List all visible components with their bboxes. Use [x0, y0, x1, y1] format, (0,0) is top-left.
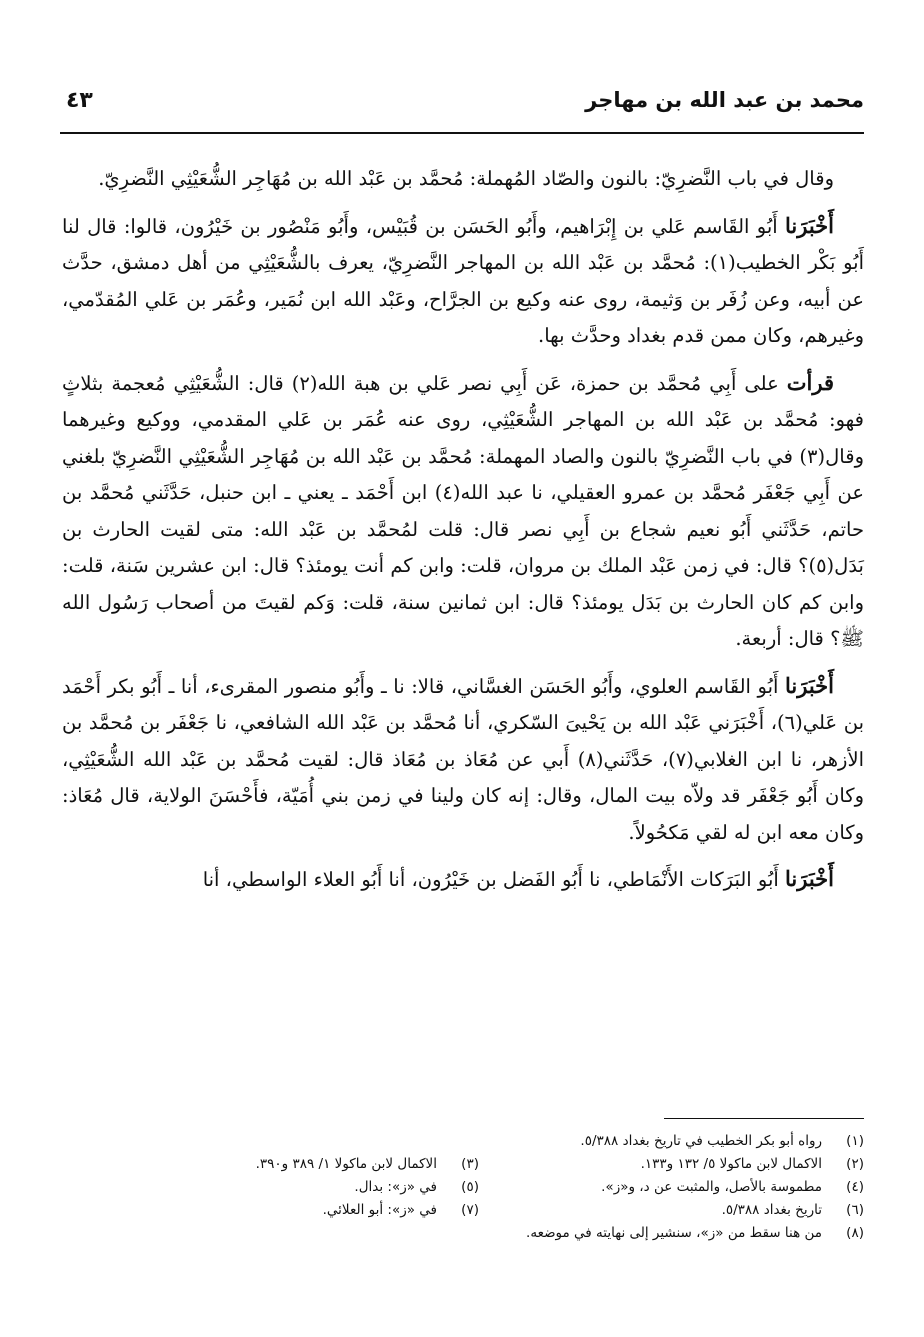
footnote [479, 1176, 864, 1199]
paragraph-text: وقال في باب النَّضرِيّ: بالنون والصّاد المُهملة: مُحمَّد بن عَبْد الله بن مُهَاجِر الشُّعَيْثِي النَّضرِيّ. [98, 167, 834, 190]
footnote-number: (٥) [461, 1179, 479, 1195]
paragraph [62, 208, 864, 355]
page-number: ٤٣ [66, 88, 93, 113]
running-head: محمد بن عبد الله بن مهاجر [585, 88, 864, 112]
footnote-number: (٧) [461, 1202, 479, 1218]
header-rule [60, 132, 864, 134]
paragraph [62, 861, 864, 899]
footnote-text: الاكمال لابن ماكولا ١/ ٣٨٩ و٣٩٠. [255, 1156, 437, 1172]
paragraph [62, 160, 864, 198]
paragraph-lead: أَخْبَرَنا [785, 672, 834, 698]
footnote-text: في «ز»: بدال. [354, 1179, 437, 1195]
page-header [60, 88, 864, 124]
footnote [479, 1199, 864, 1222]
footnote-text: من هنا سقط من «ز»، سنشير إلى نهايته في موضعه. [526, 1225, 822, 1241]
paragraph-lead: أَخْبَرَنا [785, 866, 834, 891]
footnote-row [60, 1130, 864, 1153]
main-text [62, 160, 864, 909]
footnote-row [60, 1199, 864, 1222]
footnote [94, 1176, 479, 1199]
paragraph-text: أَبُو البَرَكات الأَنْمَاطي، نا أَبُو الفَضل بن خَيْرُون، أنا أَبُو العلاء الواسطي، أنا [202, 868, 786, 891]
footnote-text: تاريخ بغداد ٥/٣٨٨. [721, 1202, 822, 1218]
footnote-text: الاكمال لابن ماكولا ٥/ ١٣٢ و١٣٣. [640, 1156, 822, 1172]
paragraph-text: أَبُو القَاسم عَلي بن إِبْرَاهيم، وأَبُو الحَسَن بن قُبَيْس، وأَبُو مَنْصُور بن خَيْرُون، قالوا: قال لنا أَبُو بَكْر الخطيب(١): مُحمَّد بن عَبْد الله بن المهاجر النَّضرِيّ، يعرف بالشُّعَيْثِي من أهل دمشق، حدَّث عن أبيه، وعن زُفَر بن وَثيمة، روى عنه وكيع بن الجرَّاح، وعَبْد الله ابن نُمَير، وعُمَر بن عَلي المُقدّمي، وغيرهم، وكان ممن قدم بغداد وحدَّث بها. [62, 214, 864, 347]
paragraph-lead: قرأت [786, 369, 834, 395]
footnote [580, 1130, 864, 1153]
paragraph-lead: أَخْبَرَنا [785, 212, 834, 238]
footnote-number: (١) [846, 1133, 864, 1149]
footnote-text: في «ز»: أبو العلائي. [322, 1202, 437, 1218]
footnote-rule [664, 1118, 864, 1119]
paragraph-text: أَبُو القَاسم العلوي، وأَبُو الحَسَن الغسَّاني، قالا: نا ـ وأَبُو منصور المقرىء، أنا ـ أَبُو بكر أَحْمَد بن عَلي(٦)، أَخْبَرَني عَبْد الله بن يَحْيىَ السّكري، أنا مُحمَّد بن عَبْد الله الشافعي، نا جَعْفَر بن مُحمَّد بن الأزهر، نا ابن الغلابي(٧)، حَدَّثَني(٨) أَبي عن مُعَاذ بن مُعَاذ قال: لقيت مُحمَّد بن عَبْد الله الشُّعَيْثِي، وكان أَبُو جَعْفَر قد ولاّه بيت المال، وقال: إنه كان ولينا في زمن بني أُمَيّة، فأَحْسَنَ الولاية، قال مُعَاذ: وكان معه ابن له لقي مَكحُولاً. [62, 674, 865, 844]
footnote [94, 1153, 479, 1176]
footnote-text: مطموسة بالأصل، والمثبت عن د، و«ز». [601, 1179, 822, 1195]
footnote-number: (٢) [846, 1156, 864, 1172]
footnote-text: رواه أبو بكر الخطيب في تاريخ بغداد ٥/٣٨٨. [580, 1133, 822, 1149]
footnote [479, 1153, 864, 1176]
paragraph [62, 365, 864, 658]
paragraph-text: على أَبِي مُحمَّد بن حمزة، عَن أَبِي نصر عَلي بن هبة الله(٢) قال: الشُّعَيْثِي مُعجمة بثلاثٍ فهو: مُحمَّد بن عَبْد الله بن المهاجر الشُّعَيْثِي، روى عنه عُمَر بن عَلي المقدمي، ووكيع وغيرهما وقال(٣) في باب النَّضرِيّ بالنون والصاد المهملة: مُحمَّد بن عَبْد الله بن مُهَاجِر الشُّعَيْثِي النَّضرِيّ بلغني عن أَبِي جَعْفَر مُحمَّد بن عمرو العقيلي، نا عبد الله(٤) ابن أَحْمَد ـ يعني ـ ابن حنبل، حَدَّثَني مُحمَّد بن حاتم، حَدَّثَني أَبُو نعيم شجاع بن أَبِي نصر قال: قلت لمُحمَّد بن عَبْد الله: متى لقيت الحارث بن بَدَل(٥)؟ قال: في زمن عَبْد الملك بن مروان، قلت: وابن كم أنت يومئذ؟ قال: ابن عشرين سَنة، قلت: وابن كم كان الحارث بن بَدَل يومئذ؟ قال: ابن ثمانين سنة، قلت: وَكم لقيتَ من أصحاب رَسُول الله ﷺ؟ قال: أربعة. [62, 371, 864, 650]
footnote-row [60, 1153, 864, 1176]
footnote [94, 1199, 479, 1222]
footnote-number: (٤) [846, 1179, 864, 1195]
footnote-row [60, 1222, 864, 1245]
footnote-number: (٨) [846, 1225, 864, 1241]
paragraph [62, 668, 864, 852]
footnotes [60, 1130, 864, 1245]
footnote [526, 1222, 864, 1245]
footnote-number: (٣) [461, 1156, 479, 1172]
footnote-number: (٦) [846, 1202, 864, 1218]
footnote-row [60, 1176, 864, 1199]
